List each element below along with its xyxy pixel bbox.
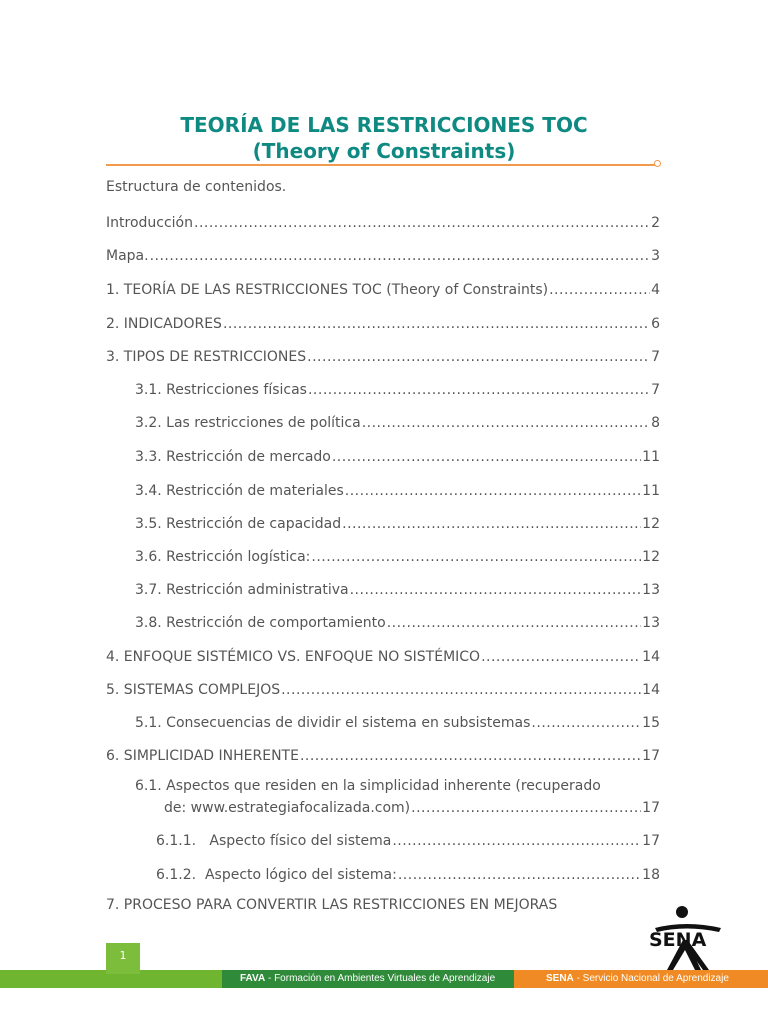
toc-entry-page: 17 <box>642 748 660 764</box>
toc-entry-label: 2. INDICADORES <box>106 316 222 332</box>
toc-entry[interactable] <box>106 278 660 298</box>
toc-entry-label: 3.6. Restricción logística: <box>135 549 311 565</box>
toc-leader <box>332 449 641 465</box>
toc-entry[interactable] <box>135 445 660 465</box>
toc-entry-label: de: www.estrategiafocalizada.com) <box>164 800 411 816</box>
toc-entry-label: 1. TEORÍA DE LAS RESTRICCIONES TOC (Theory of Constraints) <box>106 282 549 298</box>
footer-sena-bold: SENA <box>546 973 574 984</box>
toc-entry-label: 3.5. Restricción de capacidad <box>135 516 342 532</box>
toc-entry-page: 15 <box>642 715 660 731</box>
toc-entry[interactable] <box>106 244 660 264</box>
toc-entry-page: 4 <box>651 282 660 298</box>
toc-entry-label: 3.2. Las restricciones de política <box>135 415 361 431</box>
toc-entry-page: 18 <box>642 867 660 883</box>
toc-entry-page: 14 <box>642 649 660 665</box>
toc-entry-page: 17 <box>642 800 660 816</box>
toc-leader <box>300 748 641 764</box>
toc-entry-page: 13 <box>642 615 660 631</box>
page-number-badge: 1 <box>106 943 140 974</box>
toc-entry-label: 3.3. Restricción de mercado <box>135 449 331 465</box>
toc-entry-label: 5. SISTEMAS COMPLEJOS <box>106 682 281 698</box>
toc-entry-page: 3 <box>651 248 660 264</box>
toc-entry[interactable] <box>156 863 660 883</box>
toc-entry-label: Mapa. <box>106 248 149 264</box>
toc-entry-label: 6. SIMPLICIDAD INHERENTE <box>106 748 299 764</box>
toc-entry[interactable] <box>135 411 660 431</box>
toc-entry[interactable] <box>164 796 660 816</box>
toc-entry[interactable] <box>135 479 660 499</box>
toc-leader <box>398 867 641 883</box>
toc-leader <box>531 715 641 731</box>
toc-entry-last[interactable]: 7. PROCESO PARA CONVERTIR LAS RESTRICCIONES EN MEJORAS <box>106 897 558 913</box>
toc-entry-page: 14 <box>642 682 660 698</box>
toc-entry[interactable] <box>106 744 660 764</box>
footer-fava <box>222 970 522 988</box>
toc-entry[interactable] <box>156 829 660 849</box>
toc-entry[interactable] <box>106 345 660 365</box>
toc-entry-page: 12 <box>642 516 660 532</box>
toc-entry-label: 4. ENFOQUE SISTÉMICO VS. ENFOQUE NO SISTÉMICO <box>106 649 481 665</box>
toc-entry-page: 7 <box>651 382 660 398</box>
toc-entry-page: 6 <box>651 316 660 332</box>
toc-entry[interactable] <box>106 211 660 231</box>
toc-entry-label: 3. TIPOS DE RESTRICCIONES <box>106 349 307 365</box>
toc-leader <box>308 382 650 398</box>
toc-entry-page: 12 <box>642 549 660 565</box>
toc-entry[interactable] <box>135 378 660 398</box>
toc-entry-label: 6.1.1. Aspecto físico del sistema <box>156 833 392 849</box>
toc-entry-label-line1[interactable]: 6.1. Aspectos que residen en la simplicidad inherente (recuperado <box>135 778 601 794</box>
toc-entry-page: 11 <box>642 449 660 465</box>
toc-leader <box>150 248 651 264</box>
title-divider <box>106 164 657 166</box>
toc-entry-page: 7 <box>651 349 660 365</box>
toc-entry[interactable] <box>135 578 660 598</box>
sena-logo <box>645 906 727 972</box>
footer-sena-text: - Servicio Nacional de Aprendizaje <box>573 973 729 984</box>
toc-entry-page: 8 <box>651 415 660 431</box>
divider-end-circle <box>654 160 661 167</box>
toc-leader <box>481 649 641 665</box>
toc-entry-page: 2 <box>651 215 660 231</box>
toc-entry[interactable] <box>106 645 660 665</box>
toc-entry[interactable] <box>106 312 660 332</box>
toc-entry[interactable] <box>106 678 660 698</box>
toc-entry-label: 5.1. Consecuencias de dividir el sistema en subsistemas <box>135 715 531 731</box>
toc-entry-page: 13 <box>642 582 660 598</box>
toc-entry-page: 17 <box>642 833 660 849</box>
footer-fava-text: - Formación en Ambientes Virtuales de Aprendizaje <box>265 973 496 984</box>
toc-entry[interactable] <box>135 512 660 532</box>
toc-leader <box>387 615 641 631</box>
toc-leader <box>411 800 641 816</box>
toc-entry-label: 3.4. Restricción de materiales <box>135 483 344 499</box>
toc-leader <box>350 582 642 598</box>
toc-entry-label: 3.1. Restricciones físicas <box>135 382 307 398</box>
toc-leader <box>342 516 641 532</box>
toc-entry-label: Introducción <box>106 215 193 231</box>
toc-entry-label: 3.8. Restricción de comportamiento <box>135 615 386 631</box>
toc-leader <box>307 349 650 365</box>
document-subtitle: (Theory of Constraints) <box>252 139 516 163</box>
footer-fava-bold: FAVA <box>240 973 266 984</box>
toc-leader <box>281 682 641 698</box>
toc-leader <box>223 316 650 332</box>
footer-sena <box>514 970 768 988</box>
toc-entry[interactable] <box>135 711 660 731</box>
toc-leader <box>194 215 650 231</box>
toc-leader <box>549 282 650 298</box>
toc-entry[interactable] <box>135 545 660 565</box>
toc-intro: Estructura de contenidos. <box>106 179 287 195</box>
sena-logo-text: SENA <box>649 929 707 951</box>
toc-entry[interactable] <box>135 611 660 631</box>
toc-leader <box>392 833 641 849</box>
toc-leader <box>311 549 641 565</box>
toc-leader <box>345 483 641 499</box>
toc-leader <box>362 415 650 431</box>
toc-entry-page: 11 <box>642 483 660 499</box>
document-title: TEORÍA DE LAS RESTRICCIONES TOC <box>180 113 588 137</box>
toc-entry-label: 3.7. Restricción administrativa <box>135 582 349 598</box>
toc-entry-label: 6.1.2. Aspecto lógico del sistema: <box>156 867 397 883</box>
